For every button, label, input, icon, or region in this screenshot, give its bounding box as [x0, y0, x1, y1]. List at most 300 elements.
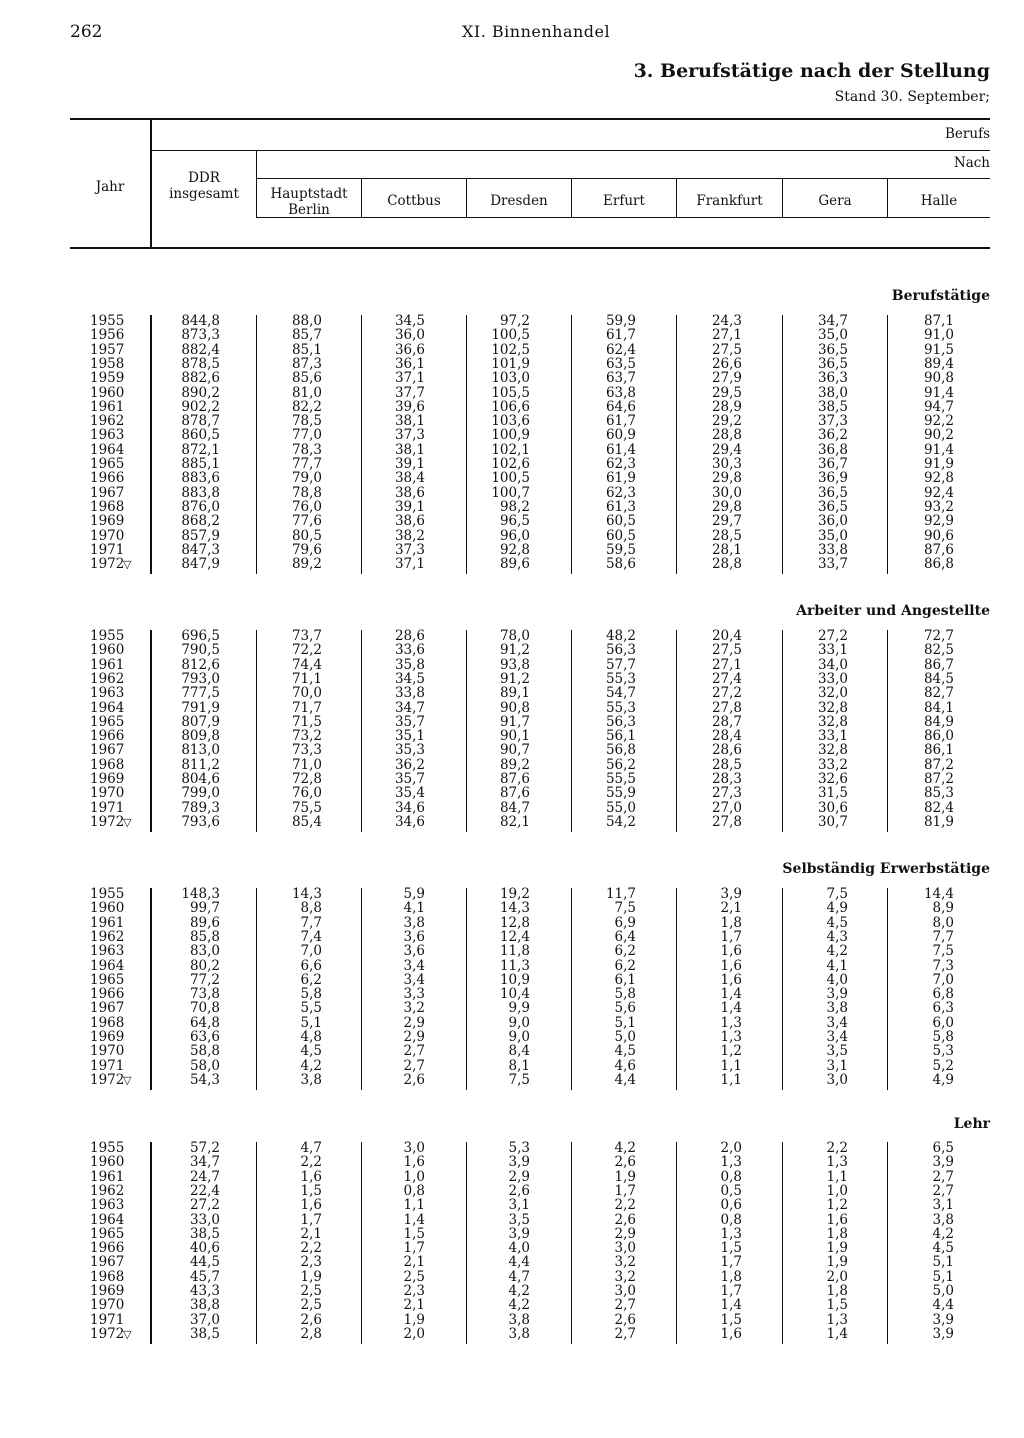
- row-year: 1957: [90, 341, 125, 358]
- table-cell: 5,0: [614, 1029, 636, 1045]
- row-year: 1963: [90, 943, 125, 960]
- table-cell: 860,5: [181, 427, 220, 444]
- table-cell: 1,2: [720, 1043, 742, 1060]
- header-col-berlin: [257, 186, 361, 218]
- table-cell: 847,3: [181, 541, 220, 558]
- table-cell: 57,2: [189, 1140, 220, 1156]
- table-cell: 3,8: [300, 1071, 322, 1088]
- table-cell: 6,4: [614, 928, 636, 945]
- row-year: 1963: [90, 1197, 125, 1214]
- table-cell: 2,6: [300, 1311, 322, 1328]
- table-cell: 83,0: [189, 943, 220, 960]
- table-cell: 2,5: [300, 1283, 322, 1299]
- table-cell: 24,3: [711, 313, 742, 329]
- table-cell: 809,8: [181, 728, 220, 745]
- table-cell: 76,0: [291, 498, 322, 515]
- table-cell: 55,9: [605, 785, 636, 802]
- table-cell: 79,0: [291, 470, 322, 487]
- table-cell: 36,6: [394, 341, 425, 358]
- table-cell: 27,3: [711, 785, 742, 802]
- row-year: 1970: [90, 527, 125, 544]
- table-cell: 4,1: [403, 900, 425, 917]
- table-cell: 61,9: [605, 470, 636, 487]
- table-cell: 857,9: [181, 527, 220, 544]
- table-cell: 91,4: [923, 441, 954, 458]
- table-cell: 868,2: [181, 513, 220, 530]
- table-cell: 80,5: [291, 527, 322, 544]
- header-col-halle: Halle: [920, 193, 958, 209]
- table-cell: 30,0: [711, 484, 742, 501]
- table-cell: 7,4: [300, 928, 322, 945]
- table-cell: 14,4: [923, 886, 954, 902]
- table-cell: 812,6: [181, 656, 220, 673]
- table-cell: 54,7: [605, 685, 636, 702]
- table-cell: 1,6: [403, 1154, 425, 1171]
- table-cell: 89,2: [291, 556, 322, 573]
- table-cell: 2,5: [403, 1268, 425, 1285]
- table-cell: 2,3: [403, 1283, 425, 1299]
- table-cell: 696,5: [181, 628, 220, 644]
- column-divider: [466, 888, 467, 1090]
- column-divider: [887, 630, 888, 832]
- table-cell: 36,7: [817, 456, 848, 472]
- table-cell: 4,2: [508, 1297, 530, 1314]
- table-cell: 71,0: [291, 756, 322, 773]
- table-cell: 77,6: [291, 513, 322, 530]
- table-cell: 27,5: [711, 341, 742, 358]
- column-divider: [676, 888, 677, 1090]
- row-year: 1962: [90, 1182, 125, 1199]
- table-cell: 27,2: [189, 1197, 220, 1214]
- column-divider: [150, 888, 152, 1090]
- table-cell: 1,6: [720, 1325, 742, 1342]
- row-year: 1969: [90, 513, 125, 530]
- column-divider: [676, 315, 677, 574]
- table-cell: 36,3: [817, 370, 848, 387]
- table-cell: 777,5: [181, 685, 220, 702]
- table-cell: 55,5: [605, 771, 636, 787]
- table-cell: 3,1: [932, 1197, 954, 1214]
- table-cell: 70,0: [291, 685, 322, 702]
- column-divider: [256, 630, 257, 832]
- table-cell: 77,2: [189, 971, 220, 988]
- table-cell: 5,8: [932, 1029, 954, 1045]
- row-year: 1967: [90, 484, 125, 501]
- table-cell: 33,1: [817, 642, 848, 659]
- table-cell: 61,7: [605, 413, 636, 430]
- table-cell: 78,8: [291, 484, 322, 501]
- table-cell: 33,8: [394, 685, 425, 702]
- table-cell: 27,1: [711, 656, 742, 673]
- table-cell: 36,2: [394, 756, 425, 773]
- table-cell: 3,9: [932, 1154, 954, 1171]
- table-cell: 6,5: [932, 1140, 954, 1156]
- table-cell: 4,4: [614, 1071, 636, 1088]
- table-cell: 28,7: [711, 713, 742, 730]
- table-cell: 90,1: [499, 728, 530, 745]
- table-cell: 87,1: [923, 313, 954, 329]
- table-cell: 3,8: [508, 1325, 530, 1342]
- table-cell: 813,0: [181, 742, 220, 759]
- table-cell: 29,7: [711, 513, 742, 530]
- table-cell: 7,7: [300, 914, 322, 931]
- table-cell: 793,0: [181, 670, 220, 687]
- table-cell: 61,3: [605, 498, 636, 515]
- table-cell: 88,0: [291, 313, 322, 329]
- table-cell: 1,6: [720, 971, 742, 988]
- table-cell: 34,7: [817, 313, 848, 329]
- table-cell: 872,1: [181, 441, 220, 458]
- table-cell: 28,3: [711, 771, 742, 787]
- table-cell: 28,5: [711, 756, 742, 773]
- table-cell: 1,6: [300, 1197, 322, 1214]
- row-year: 1959: [90, 370, 125, 387]
- table-cell: 38,4: [394, 470, 425, 487]
- table-cell: 61,4: [605, 441, 636, 458]
- table-cell: 0,8: [720, 1168, 742, 1185]
- table-cell: 38,6: [394, 513, 425, 530]
- table-cell: 2,0: [720, 1140, 742, 1156]
- row-year: 1967: [90, 1254, 125, 1271]
- header-col-cottbus: Cottbus: [387, 193, 441, 209]
- table-cell: 45,7: [189, 1268, 220, 1285]
- table-cell: 81,9: [923, 813, 954, 830]
- table-cell: 33,0: [189, 1211, 220, 1228]
- table-cell: 78,0: [499, 628, 530, 644]
- table-cell: 102,6: [491, 456, 530, 472]
- table-subtitle: Stand 30. September;: [834, 89, 990, 105]
- column-divider: [571, 315, 572, 574]
- provisional-mark-icon: ▽: [123, 815, 132, 829]
- table-cell: 1,1: [720, 1071, 742, 1088]
- table-cell: 90,6: [923, 527, 954, 544]
- table-cell: 2,6: [614, 1211, 636, 1228]
- table-cell: 844,8: [181, 313, 220, 329]
- table-cell: 7,7: [932, 928, 954, 945]
- table-cell: 4,6: [614, 1057, 636, 1074]
- table-cell: 8,8: [300, 900, 322, 917]
- table-cell: 878,7: [181, 413, 220, 430]
- table-cell: 1,8: [720, 914, 742, 931]
- table-cell: 1,7: [300, 1211, 322, 1228]
- table-cell: 87,6: [499, 785, 530, 802]
- table-cell: 4,2: [932, 1225, 954, 1242]
- table-cell: 1,4: [720, 986, 742, 1003]
- table-cell: 32,8: [817, 713, 848, 730]
- table-cell: 4,7: [300, 1140, 322, 1156]
- table-cell: 91,9: [923, 456, 954, 472]
- table-cell: 27,2: [817, 628, 848, 644]
- table-cell: 30,7: [817, 813, 848, 830]
- table-cell: 0,5: [720, 1182, 742, 1199]
- table-cell: 92,8: [499, 541, 530, 558]
- table-cell: 3,9: [720, 886, 742, 902]
- table-cell: 35,0: [817, 327, 848, 344]
- table-cell: 0,8: [403, 1182, 425, 1199]
- table-cell: 5,1: [932, 1254, 954, 1271]
- table-cell: 57,7: [605, 656, 636, 673]
- table-cell: 148,3: [181, 886, 220, 902]
- table-cell: 790,5: [181, 642, 220, 659]
- table-cell: 3,8: [826, 1000, 848, 1017]
- row-year: 1964: [90, 699, 125, 716]
- table-cell: 885,1: [181, 456, 220, 472]
- table-cell: 19,2: [499, 886, 530, 902]
- row-year: 1969: [90, 1029, 125, 1045]
- table-cell: 103,0: [491, 370, 530, 387]
- table-cell: 36,5: [817, 484, 848, 501]
- table-cell: 87,6: [923, 541, 954, 558]
- row-year: 1964: [90, 441, 125, 458]
- table-cell: 2,6: [508, 1182, 530, 1199]
- table-cell: 1,3: [720, 1014, 742, 1031]
- table-cell: 90,7: [499, 742, 530, 759]
- table-cell: 85,4: [291, 813, 322, 830]
- table-cell: 1,6: [300, 1168, 322, 1185]
- table-cell: 11,8: [499, 943, 530, 960]
- row-year: 1966: [90, 728, 125, 745]
- table-cell: 98,2: [499, 498, 530, 515]
- row-year: 1968: [90, 498, 125, 515]
- table-cell: 34,0: [817, 656, 848, 673]
- table-cell: 38,5: [189, 1225, 220, 1242]
- column-divider: [782, 888, 783, 1090]
- table-cell: 38,5: [189, 1325, 220, 1342]
- table-cell: 883,8: [181, 484, 220, 501]
- table-cell: 72,7: [923, 628, 954, 644]
- table-cell: 29,8: [711, 470, 742, 487]
- table-cell: 4,0: [826, 971, 848, 988]
- table-cell: 73,7: [291, 628, 322, 644]
- header-subgroup-rule: [257, 178, 990, 179]
- table-cell: 28,6: [394, 628, 425, 644]
- column-divider: [782, 630, 783, 832]
- table-cell: 0,8: [720, 1211, 742, 1228]
- table-cell: 4,5: [300, 1043, 322, 1060]
- table-cell: 27,2: [711, 685, 742, 702]
- table-cell: 791,9: [181, 699, 220, 716]
- table-cell: 3,2: [614, 1268, 636, 1285]
- table-cell: 55,0: [605, 799, 636, 816]
- table-cell: 36,5: [817, 355, 848, 372]
- table-cell: 9,0: [508, 1014, 530, 1031]
- table-cell: 89,6: [189, 914, 220, 931]
- table-cell: 2,1: [403, 1297, 425, 1314]
- table-cell: 876,0: [181, 498, 220, 515]
- table-cell: 84,5: [923, 670, 954, 687]
- table-cell: 1,6: [720, 943, 742, 960]
- table-cell: 30,6: [817, 799, 848, 816]
- table-cell: 75,5: [291, 799, 322, 816]
- table-cell: 34,6: [394, 799, 425, 816]
- table-cell: 32,0: [817, 685, 848, 702]
- table-cell: 1,1: [720, 1057, 742, 1074]
- table-cell: 4,7: [508, 1268, 530, 1285]
- table-cell: 10,4: [499, 986, 530, 1003]
- table-cell: 8,1: [508, 1057, 530, 1074]
- table-cell: 24,7: [189, 1168, 220, 1185]
- table-cell: 14,3: [499, 900, 530, 917]
- table-cell: 2,1: [720, 900, 742, 917]
- table-cell: 2,6: [403, 1071, 425, 1088]
- table-cell: 60,5: [605, 513, 636, 530]
- header-group-top: Berufs: [945, 126, 990, 142]
- table-cell: 37,1: [394, 370, 425, 387]
- table-cell: 1,9: [614, 1168, 636, 1185]
- table-cell: 71,5: [291, 713, 322, 730]
- row-year: 1960: [90, 384, 125, 401]
- row-year: 1969: [90, 1283, 125, 1299]
- table-cell: 87,2: [923, 771, 954, 787]
- table-cell: 789,3: [181, 799, 220, 816]
- table-cell: 5,0: [932, 1283, 954, 1299]
- table-cell: 82,4: [923, 799, 954, 816]
- table-cell: 2,2: [614, 1197, 636, 1214]
- table-cell: 72,2: [291, 642, 322, 659]
- table-cell: 100,7: [491, 484, 530, 501]
- table-cell: 38,5: [817, 398, 848, 415]
- table-cell: 3,8: [932, 1211, 954, 1228]
- table-cell: 2,6: [614, 1311, 636, 1328]
- table-cell: 59,5: [605, 541, 636, 558]
- table-cell: 63,5: [605, 355, 636, 372]
- chapter-title: XI. Binnenhandel: [462, 22, 611, 41]
- table-cell: 2,9: [403, 1029, 425, 1045]
- header-col-frankfurt: Frankfurt: [696, 193, 763, 209]
- column-divider: [150, 630, 152, 832]
- row-year: 1955: [90, 1140, 125, 1156]
- table-cell: 74,4: [291, 656, 322, 673]
- table-cell: 82,5: [923, 642, 954, 659]
- table-cell: 4,1: [826, 957, 848, 974]
- table-cell: 26,6: [711, 355, 742, 372]
- table-cell: 73,3: [291, 742, 322, 759]
- table-cell: 7,5: [932, 943, 954, 960]
- table-cell: 5,2: [932, 1057, 954, 1074]
- row-year: 1955: [90, 313, 125, 329]
- table-cell: 63,7: [605, 370, 636, 387]
- table-cell: 36,2: [817, 427, 848, 444]
- table-cell: 85,7: [291, 327, 322, 344]
- row-year: 1965: [90, 1225, 125, 1242]
- table-cell: 1,0: [826, 1182, 848, 1199]
- table-cell: 90,2: [923, 427, 954, 444]
- row-year: 1971: [90, 1311, 125, 1328]
- row-year: 1966: [90, 986, 125, 1003]
- table-cell: 32,8: [817, 742, 848, 759]
- table-cell: 2,8: [300, 1325, 322, 1342]
- table-cell: 1,7: [614, 1182, 636, 1199]
- table-cell: 7,5: [614, 900, 636, 917]
- table-cell: 27,9: [711, 370, 742, 387]
- table-cell: 1,3: [720, 1225, 742, 1242]
- table-cell: 56,2: [605, 756, 636, 773]
- table-cell: 14,3: [291, 886, 322, 902]
- table-cell: 38,0: [817, 384, 848, 401]
- row-year: 1968: [90, 1268, 125, 1285]
- table-cell: 4,2: [614, 1140, 636, 1156]
- table-cell: 1,4: [720, 1297, 742, 1314]
- column-divider: [361, 888, 362, 1090]
- table-cell: 60,5: [605, 527, 636, 544]
- table-cell: 28,6: [711, 742, 742, 759]
- table-cell: 5,8: [614, 986, 636, 1003]
- table-cell: 105,5: [491, 384, 530, 401]
- row-year: 1960: [90, 642, 125, 659]
- table-cell: 7,3: [932, 957, 954, 974]
- row-year: 1963: [90, 685, 125, 702]
- table-cell: 7,5: [826, 886, 848, 902]
- table-cell: 1,6: [826, 1211, 848, 1228]
- table-cell: 28,9: [711, 398, 742, 415]
- table-cell: 106,6: [491, 398, 530, 415]
- table-cell: 36,8: [817, 441, 848, 458]
- table-cell: 2,2: [300, 1154, 322, 1171]
- table-cell: 86,7: [923, 656, 954, 673]
- column-divider: [361, 1142, 362, 1344]
- row-year: 1955: [90, 886, 125, 902]
- row-year: 1963: [90, 427, 125, 444]
- table-cell: 55,3: [605, 699, 636, 716]
- table-cell: 2,0: [826, 1268, 848, 1285]
- table-cell: 5,6: [614, 1000, 636, 1017]
- table-cell: 2,7: [403, 1057, 425, 1074]
- table-cell: 4,4: [508, 1254, 530, 1271]
- table-cell: 1,7: [720, 1254, 742, 1271]
- table-cell: 39,1: [394, 498, 425, 515]
- table-cell: 12,8: [499, 914, 530, 931]
- table-cell: 91,2: [499, 670, 530, 687]
- table-cell: 890,2: [181, 384, 220, 401]
- column-divider: [466, 315, 467, 574]
- provisional-mark-icon: ▽: [123, 1073, 132, 1087]
- column-divider: [361, 630, 362, 832]
- table-cell: 72,8: [291, 771, 322, 787]
- column-divider: [887, 315, 888, 574]
- table-cell: 86,8: [923, 556, 954, 573]
- table-cell: 56,8: [605, 742, 636, 759]
- header-ddr: [152, 170, 256, 202]
- table-cell: 34,7: [394, 699, 425, 716]
- row-year: 1972: [90, 1071, 125, 1088]
- table-cell: 902,2: [181, 398, 220, 415]
- row-year: 1968: [90, 756, 125, 773]
- table-cell: 1,9: [826, 1254, 848, 1271]
- table-cell: 807,9: [181, 713, 220, 730]
- table-cell: 37,3: [394, 427, 425, 444]
- table-cell: 6,2: [300, 971, 322, 988]
- table-cell: 33,6: [394, 642, 425, 659]
- table-cell: 100,9: [491, 427, 530, 444]
- column-divider: [256, 315, 257, 574]
- table-cell: 89,1: [499, 685, 530, 702]
- column-divider: [256, 888, 257, 1090]
- table-cell: 76,0: [291, 785, 322, 802]
- table-cell: 1,0: [403, 1168, 425, 1185]
- table-cell: 37,1: [394, 556, 425, 573]
- page-number: 262: [70, 22, 103, 42]
- table-cell: 0,6: [720, 1197, 742, 1214]
- header-ddr-line1: DDR: [188, 170, 220, 186]
- table-cell: 793,6: [181, 813, 220, 830]
- table-cell: 3,5: [508, 1211, 530, 1228]
- table-cell: 30,3: [711, 456, 742, 472]
- table-cell: 2,7: [614, 1297, 636, 1314]
- column-divider: [150, 315, 152, 574]
- table-cell: 32,6: [817, 771, 848, 787]
- table-cell: 4,5: [932, 1240, 954, 1257]
- table-cell: 3,2: [403, 1000, 425, 1017]
